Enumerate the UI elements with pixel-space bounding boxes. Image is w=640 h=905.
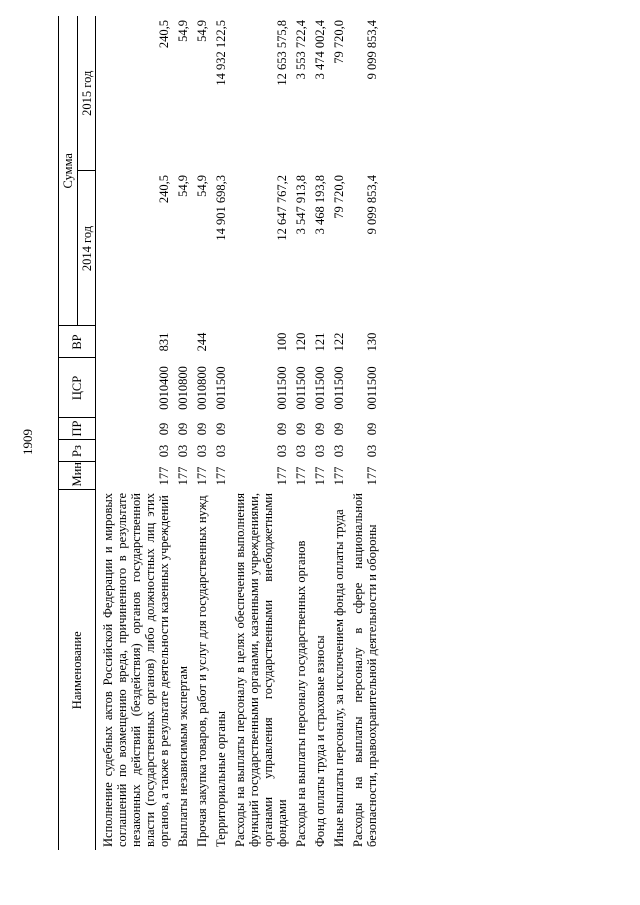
cell-y2015: 3 474 002,4	[313, 20, 327, 80]
cell-csr: 0011500	[332, 366, 346, 410]
cell-rz: 03	[332, 444, 346, 458]
cell-csr: 0010400	[157, 366, 171, 410]
page-number: 1909	[20, 429, 35, 455]
header-sum: Сумма	[59, 16, 78, 326]
cell-name: Расходы на выплаты персоналу государственных органов	[294, 540, 308, 847]
cell-rz: 03	[214, 444, 228, 458]
cell-pr: 09	[176, 422, 190, 436]
cell-min: 177	[332, 466, 346, 486]
cell-y2015: 79 720,0	[332, 20, 346, 64]
table-row	[228, 16, 289, 850]
cell-y2015: 9 099 853,4	[365, 20, 379, 80]
budget-table	[58, 16, 379, 850]
cell-name: Расходы на выплаты персоналу в сфере национальной безопасности, правоохранительной деятельности и обороны	[351, 493, 379, 847]
cell-name: Иные выплаты персоналу, за исключением фонда оплаты труда	[332, 509, 346, 847]
header-2015: 2015 год	[78, 16, 96, 171]
cell-pr: 09	[157, 422, 171, 436]
cell-min: 177	[195, 466, 209, 486]
cell-y2014: 12 647 767,2	[275, 175, 289, 241]
cell-vr: 130	[365, 332, 379, 352]
table-row	[209, 16, 228, 850]
cell-pr: 09	[275, 422, 289, 436]
cell-y2015: 12 653 575,8	[275, 20, 289, 86]
header-rz: Рз	[59, 440, 96, 462]
cell-name: Территориальные органы	[214, 710, 228, 847]
cell-y2015: 54,9	[176, 20, 190, 42]
cell-min: 177	[294, 466, 308, 486]
header-min: Мин	[59, 462, 96, 490]
table-header	[59, 16, 96, 850]
cell-y2014: 54,9	[176, 175, 190, 197]
cell-y2014: 3 468 193,8	[313, 175, 327, 235]
cell-y2014: 3 547 913,8	[294, 175, 308, 235]
cell-y2014: 54,9	[195, 175, 209, 197]
cell-pr: 09	[332, 422, 346, 436]
cell-vr	[171, 326, 190, 358]
cell-y2014: 79 720,0	[332, 175, 346, 219]
cell-rz: 03	[365, 444, 379, 458]
cell-csr: 0011500	[294, 366, 308, 410]
cell-min: 177	[176, 466, 190, 486]
table-body	[96, 16, 380, 850]
cell-y2015: 14 932 122,5	[214, 20, 228, 86]
cell-vr: 122	[332, 332, 346, 352]
header-vr: ВР	[59, 326, 96, 358]
header-csr: ЦСР	[59, 358, 96, 418]
cell-vr: 100	[275, 332, 289, 352]
header-2014: 2014 год	[78, 171, 96, 326]
cell-csr: 0010800	[176, 366, 190, 410]
table-row	[308, 16, 327, 850]
table-row	[327, 16, 346, 850]
cell-y2015: 3 553 722,4	[294, 20, 308, 80]
cell-name: Фонд оплаты труда и страховые взносы	[313, 635, 327, 847]
cell-min: 177	[313, 466, 327, 486]
cell-min: 177	[214, 466, 228, 486]
cell-vr: 831	[157, 332, 171, 352]
cell-rz: 03	[176, 444, 190, 458]
cell-name: Прочая закупка товаров, работ и услуг для государственных нужд	[195, 495, 209, 847]
table-row	[96, 16, 172, 850]
cell-vr	[209, 326, 228, 358]
cell-vr: 121	[313, 332, 327, 352]
cell-rz: 03	[313, 444, 327, 458]
cell-pr: 09	[365, 422, 379, 436]
cell-pr: 09	[313, 422, 327, 436]
cell-name: Расходы на выплаты персоналу в целях обеспечения выполнения функций государственными органами, казенными учреждениями, органами управления государственными внебюджетными фондами	[233, 493, 289, 847]
cell-pr: 09	[195, 422, 209, 436]
cell-pr: 09	[294, 422, 308, 436]
cell-min: 177	[365, 466, 379, 486]
header-name: Наименование	[59, 490, 96, 850]
cell-csr: 0011500	[313, 366, 327, 410]
cell-csr: 0011500	[365, 366, 379, 410]
cell-min: 177	[275, 466, 289, 486]
table-row	[346, 16, 379, 850]
header-pr: ПР	[59, 418, 96, 440]
cell-name: Исполнение судебных актов Российской Федерации и мировых соглашений по возмещению вреда, причиненного в результате незаконных действий (бездействия) органов государственной власти (государственных органов) либо должностных лиц этих органов, а также в результате деятельности казенных учреждений	[101, 493, 171, 847]
cell-min: 177	[157, 466, 171, 486]
cell-rz: 03	[294, 444, 308, 458]
cell-y2015: 240,5	[157, 20, 171, 49]
table-row	[171, 16, 190, 850]
table-row	[190, 16, 209, 850]
cell-csr: 0011500	[214, 366, 228, 410]
cell-y2014: 9 099 853,4	[365, 175, 379, 235]
cell-y2014: 240,5	[157, 175, 171, 204]
cell-rz: 03	[275, 444, 289, 458]
cell-rz: 03	[157, 444, 171, 458]
cell-y2015: 54,9	[195, 20, 209, 42]
cell-y2014: 14 901 698,3	[214, 175, 228, 241]
cell-rz: 03	[195, 444, 209, 458]
table-row	[289, 16, 308, 850]
cell-vr: 120	[294, 332, 308, 352]
cell-csr: 0011500	[275, 366, 289, 410]
cell-csr: 0010800	[195, 366, 209, 410]
cell-name: Выплаты независимым экспертам	[176, 666, 190, 847]
cell-vr: 244	[195, 332, 209, 352]
cell-pr: 09	[214, 422, 228, 436]
